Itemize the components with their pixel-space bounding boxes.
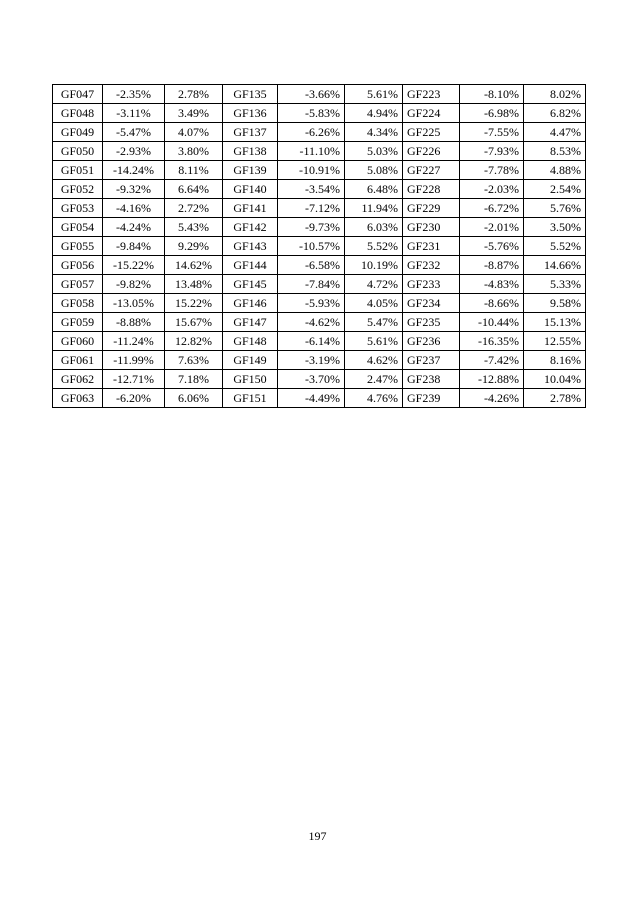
- cell-max-c: 9.58%: [524, 294, 586, 313]
- table-row: [53, 123, 586, 142]
- cell-max-c: 2.54%: [524, 180, 586, 199]
- cell-min-a: -14.24%: [103, 161, 165, 180]
- cell-min-a: -2.35%: [103, 85, 165, 104]
- table-row: [53, 294, 586, 313]
- cell-max-b: 6.48%: [345, 180, 403, 199]
- cell-max-a: 14.62%: [165, 256, 223, 275]
- cell-id-a: GF053: [53, 199, 103, 218]
- table-row: [53, 180, 586, 199]
- cell-min-b: -10.91%: [278, 161, 345, 180]
- cell-min-a: -11.99%: [103, 351, 165, 370]
- cell-id-a: GF058: [53, 294, 103, 313]
- cell-min-a: -11.24%: [103, 332, 165, 351]
- cell-min-c: -16.35%: [460, 332, 524, 351]
- cell-id-c: GF233: [403, 275, 460, 294]
- cell-id-a: GF052: [53, 180, 103, 199]
- cell-max-a: 6.64%: [165, 180, 223, 199]
- cell-id-a: GF055: [53, 237, 103, 256]
- cell-id-c: GF223: [403, 85, 460, 104]
- cell-id-c: GF231: [403, 237, 460, 256]
- cell-min-c: -4.26%: [460, 389, 524, 408]
- cell-min-b: -7.12%: [278, 199, 345, 218]
- cell-min-a: -4.16%: [103, 199, 165, 218]
- cell-id-b: GF145: [223, 275, 278, 294]
- cell-max-a: 3.80%: [165, 142, 223, 161]
- table-row: [53, 332, 586, 351]
- cell-min-a: -15.22%: [103, 256, 165, 275]
- cell-id-b: GF143: [223, 237, 278, 256]
- cell-max-c: 5.76%: [524, 199, 586, 218]
- cell-id-a: GF050: [53, 142, 103, 161]
- cell-id-c: GF227: [403, 161, 460, 180]
- cell-id-b: GF136: [223, 104, 278, 123]
- cell-min-c: -7.78%: [460, 161, 524, 180]
- cell-max-a: 9.29%: [165, 237, 223, 256]
- cell-id-b: GF151: [223, 389, 278, 408]
- cell-id-a: GF063: [53, 389, 103, 408]
- cell-min-a: -3.11%: [103, 104, 165, 123]
- cell-min-c: -7.42%: [460, 351, 524, 370]
- cell-min-b: -3.66%: [278, 85, 345, 104]
- cell-max-c: 2.78%: [524, 389, 586, 408]
- cell-max-b: 4.62%: [345, 351, 403, 370]
- cell-max-c: 10.04%: [524, 370, 586, 389]
- cell-min-a: -13.05%: [103, 294, 165, 313]
- cell-min-c: -6.98%: [460, 104, 524, 123]
- cell-max-b: 4.72%: [345, 275, 403, 294]
- table-row: [53, 142, 586, 161]
- cell-max-b: 11.94%: [345, 199, 403, 218]
- cell-max-b: 5.08%: [345, 161, 403, 180]
- cell-min-b: -6.14%: [278, 332, 345, 351]
- cell-min-b: -6.26%: [278, 123, 345, 142]
- cell-min-b: -9.73%: [278, 218, 345, 237]
- cell-max-a: 2.78%: [165, 85, 223, 104]
- cell-max-c: 4.47%: [524, 123, 586, 142]
- table-row: [53, 218, 586, 237]
- cell-max-b: 6.03%: [345, 218, 403, 237]
- cell-max-a: 2.72%: [165, 199, 223, 218]
- cell-max-b: 4.94%: [345, 104, 403, 123]
- cell-max-b: 5.61%: [345, 332, 403, 351]
- cell-id-b: GF146: [223, 294, 278, 313]
- cell-max-a: 7.63%: [165, 351, 223, 370]
- cell-id-b: GF141: [223, 199, 278, 218]
- table-row: [53, 389, 586, 408]
- cell-id-c: GF237: [403, 351, 460, 370]
- cell-min-b: -6.58%: [278, 256, 345, 275]
- cell-id-c: GF236: [403, 332, 460, 351]
- cell-id-a: GF047: [53, 85, 103, 104]
- table-row: [53, 104, 586, 123]
- cell-max-b: 10.19%: [345, 256, 403, 275]
- cell-min-a: -9.82%: [103, 275, 165, 294]
- cell-min-a: -5.47%: [103, 123, 165, 142]
- cell-id-b: GF144: [223, 256, 278, 275]
- cell-max-a: 8.11%: [165, 161, 223, 180]
- table-row: [53, 199, 586, 218]
- cell-id-b: GF150: [223, 370, 278, 389]
- cell-min-c: -6.72%: [460, 199, 524, 218]
- cell-id-a: GF049: [53, 123, 103, 142]
- cell-id-a: GF056: [53, 256, 103, 275]
- table-row: [53, 275, 586, 294]
- cell-min-c: -7.55%: [460, 123, 524, 142]
- cell-max-a: 15.67%: [165, 313, 223, 332]
- cell-min-b: -4.62%: [278, 313, 345, 332]
- cell-id-c: GF228: [403, 180, 460, 199]
- cell-id-b: GF147: [223, 313, 278, 332]
- cell-id-c: GF235: [403, 313, 460, 332]
- cell-min-a: -12.71%: [103, 370, 165, 389]
- table-row: [53, 161, 586, 180]
- cell-id-c: GF238: [403, 370, 460, 389]
- cell-min-c: -8.87%: [460, 256, 524, 275]
- cell-min-c: -8.66%: [460, 294, 524, 313]
- cell-max-b: 5.61%: [345, 85, 403, 104]
- cell-max-b: 5.52%: [345, 237, 403, 256]
- cell-min-b: -11.10%: [278, 142, 345, 161]
- table-row: [53, 370, 586, 389]
- table-row: [53, 256, 586, 275]
- cell-id-a: GF048: [53, 104, 103, 123]
- cell-max-c: 14.66%: [524, 256, 586, 275]
- cell-min-c: -10.44%: [460, 313, 524, 332]
- table-row: [53, 85, 586, 104]
- cell-id-a: GF060: [53, 332, 103, 351]
- cell-id-b: GF148: [223, 332, 278, 351]
- cell-id-a: GF057: [53, 275, 103, 294]
- cell-max-c: 5.33%: [524, 275, 586, 294]
- cell-max-c: 8.53%: [524, 142, 586, 161]
- data-table: [52, 84, 586, 408]
- cell-max-c: 3.50%: [524, 218, 586, 237]
- cell-id-a: GF062: [53, 370, 103, 389]
- cell-min-b: -4.49%: [278, 389, 345, 408]
- cell-max-a: 13.48%: [165, 275, 223, 294]
- cell-id-a: GF054: [53, 218, 103, 237]
- cell-id-b: GF142: [223, 218, 278, 237]
- cell-min-c: -4.83%: [460, 275, 524, 294]
- cell-id-b: GF140: [223, 180, 278, 199]
- cell-max-b: 4.76%: [345, 389, 403, 408]
- cell-id-a: GF061: [53, 351, 103, 370]
- cell-id-b: GF138: [223, 142, 278, 161]
- cell-max-c: 15.13%: [524, 313, 586, 332]
- cell-min-c: -5.76%: [460, 237, 524, 256]
- cell-max-a: 7.18%: [165, 370, 223, 389]
- cell-min-a: -2.93%: [103, 142, 165, 161]
- cell-id-a: GF059: [53, 313, 103, 332]
- cell-max-b: 4.34%: [345, 123, 403, 142]
- cell-id-a: GF051: [53, 161, 103, 180]
- cell-max-c: 4.88%: [524, 161, 586, 180]
- cell-max-a: 3.49%: [165, 104, 223, 123]
- table-row: [53, 237, 586, 256]
- cell-max-b: 5.03%: [345, 142, 403, 161]
- cell-max-c: 8.16%: [524, 351, 586, 370]
- cell-id-c: GF224: [403, 104, 460, 123]
- cell-min-a: -6.20%: [103, 389, 165, 408]
- cell-min-c: -2.03%: [460, 180, 524, 199]
- cell-id-c: GF239: [403, 389, 460, 408]
- cell-max-b: 2.47%: [345, 370, 403, 389]
- cell-id-c: GF234: [403, 294, 460, 313]
- cell-max-c: 8.02%: [524, 85, 586, 104]
- cell-max-a: 6.06%: [165, 389, 223, 408]
- cell-max-a: 15.22%: [165, 294, 223, 313]
- page-number: 197: [308, 829, 327, 843]
- cell-id-c: GF232: [403, 256, 460, 275]
- cell-max-b: 4.05%: [345, 294, 403, 313]
- cell-min-b: -10.57%: [278, 237, 345, 256]
- cell-max-b: 5.47%: [345, 313, 403, 332]
- cell-max-c: 5.52%: [524, 237, 586, 256]
- cell-min-b: -5.93%: [278, 294, 345, 313]
- cell-max-a: 12.82%: [165, 332, 223, 351]
- cell-id-b: GF149: [223, 351, 278, 370]
- cell-min-b: -3.70%: [278, 370, 345, 389]
- cell-min-b: -7.84%: [278, 275, 345, 294]
- table-row: [53, 313, 586, 332]
- cell-id-c: GF229: [403, 199, 460, 218]
- cell-id-b: GF139: [223, 161, 278, 180]
- cell-max-c: 6.82%: [524, 104, 586, 123]
- table-row: [53, 351, 586, 370]
- cell-id-c: GF225: [403, 123, 460, 142]
- table-body: [53, 85, 586, 408]
- cell-min-a: -8.88%: [103, 313, 165, 332]
- cell-min-b: -3.54%: [278, 180, 345, 199]
- cell-min-c: -2.01%: [460, 218, 524, 237]
- cell-max-a: 5.43%: [165, 218, 223, 237]
- cell-min-a: -9.32%: [103, 180, 165, 199]
- cell-id-b: GF137: [223, 123, 278, 142]
- cell-min-c: -7.93%: [460, 142, 524, 161]
- cell-id-c: GF226: [403, 142, 460, 161]
- cell-max-c: 12.55%: [524, 332, 586, 351]
- cell-min-a: -4.24%: [103, 218, 165, 237]
- cell-min-c: -8.10%: [460, 85, 524, 104]
- cell-min-b: -5.83%: [278, 104, 345, 123]
- cell-id-b: GF135: [223, 85, 278, 104]
- cell-min-c: -12.88%: [460, 370, 524, 389]
- cell-min-a: -9.84%: [103, 237, 165, 256]
- cell-id-c: GF230: [403, 218, 460, 237]
- cell-max-a: 4.07%: [165, 123, 223, 142]
- cell-min-b: -3.19%: [278, 351, 345, 370]
